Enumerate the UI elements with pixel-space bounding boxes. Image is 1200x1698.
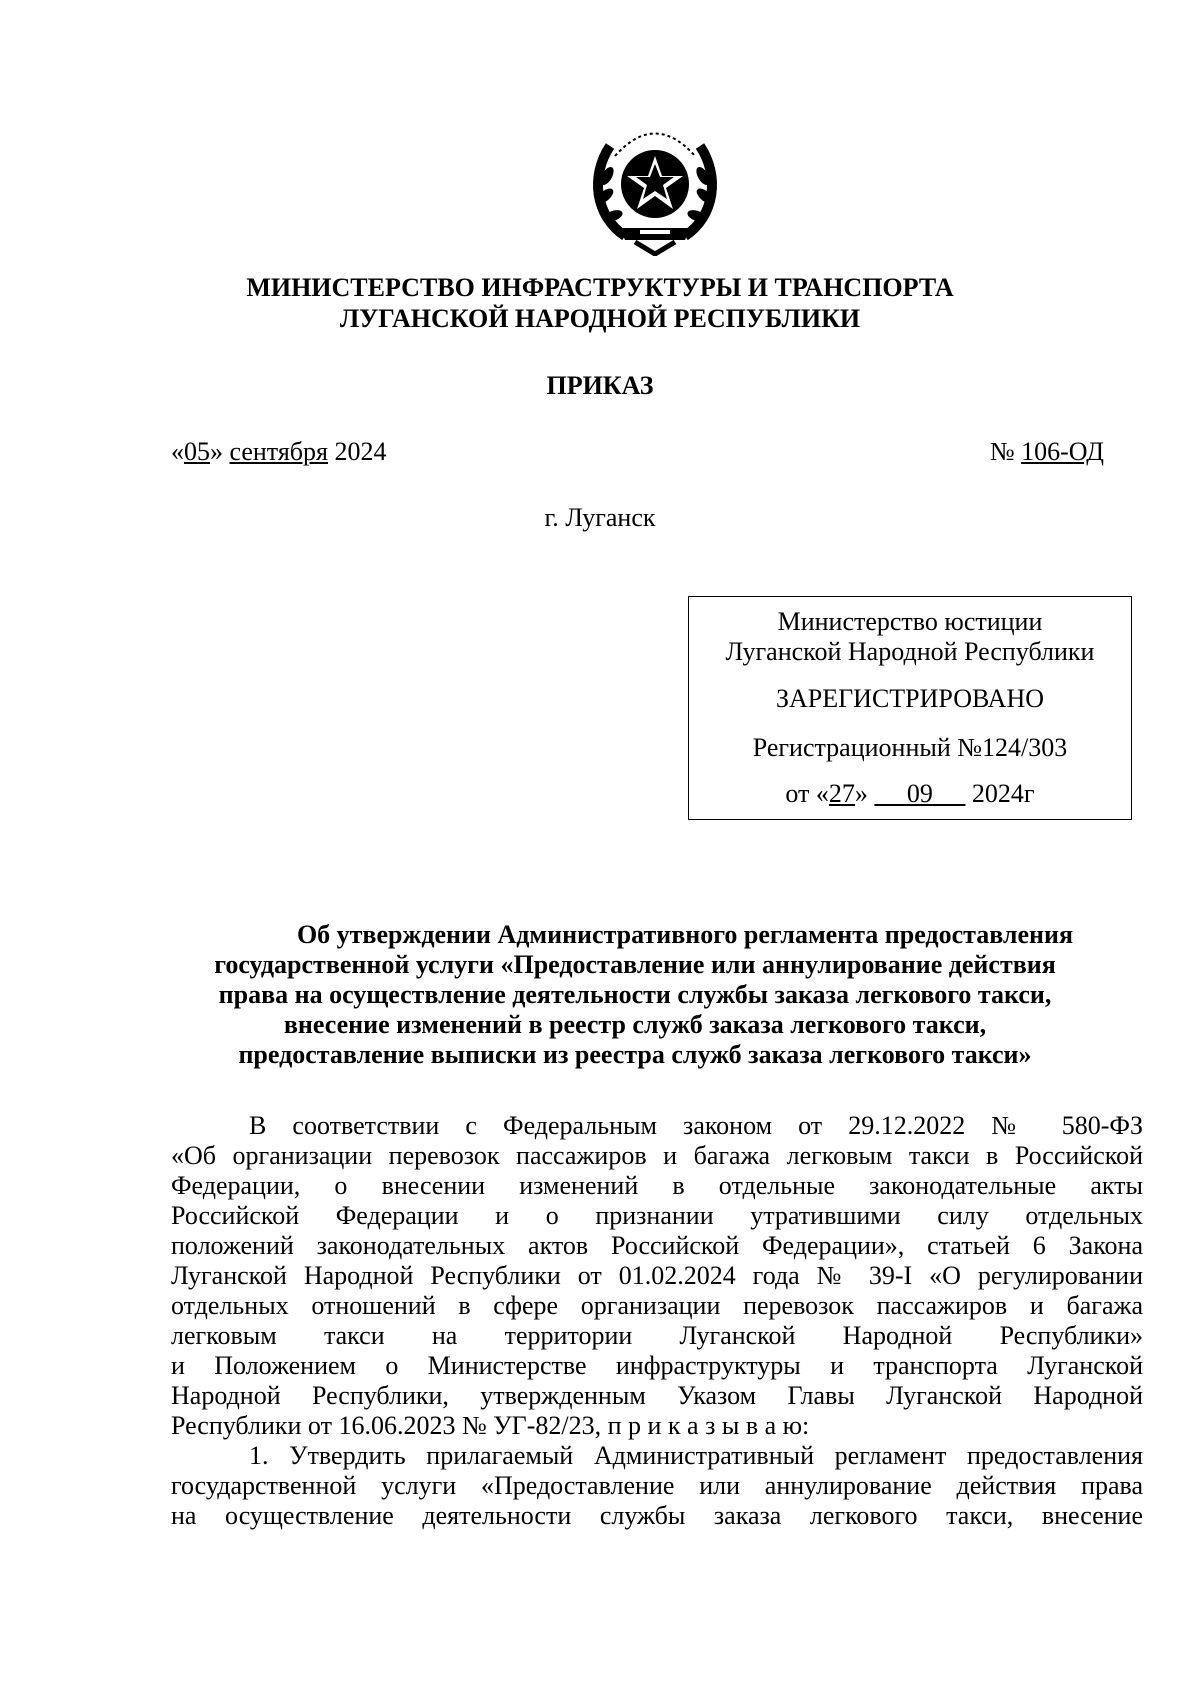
order-date: «05» сентября 2024 — [171, 437, 387, 466]
registration-date-day: 27 — [828, 779, 855, 808]
body-line: Народной Республики, утвержденным Указом Главы Луганской Народной — [171, 1381, 1143, 1410]
coat-of-arms-emblem-icon — [585, 116, 725, 256]
registration-status: ЗАРЕГИСТРИРОВАНО — [776, 684, 1044, 713]
order-number-value: 106-ОД — [1021, 437, 1104, 466]
body-line: на осуществление деятельности службы заказа легкового такси, внесение — [171, 1501, 1143, 1530]
body-line: Федерации, о внесении изменений в отдельные законодательные акты — [171, 1171, 1143, 1200]
title-line: права на осуществление деятельности службы заказа легкового такси, — [218, 980, 1052, 1009]
body-line: государственной услуги «Предоставление или аннулирование действия права — [171, 1471, 1143, 1500]
body-line: Луганской Народной Республики от 01.02.2024 года № 39-I «О регулировании — [171, 1261, 1143, 1290]
document-title — [150, 920, 1120, 1070]
registration-stamp — [688, 596, 1132, 820]
registration-line2: Луганской Народной Республики — [725, 637, 1095, 666]
registration-date: от «27» 09 2024г — [785, 779, 1035, 808]
order-date-year: 2024 — [334, 437, 387, 466]
body-line: отдельных отношений в сфере организации перевозок пассажиров и багажа — [171, 1291, 1143, 1320]
title-line: Об утверждении Административного регламента предоставления — [296, 920, 1074, 949]
order-number: № 106-ОД — [989, 437, 1104, 466]
city: г. Луганск — [544, 503, 656, 532]
title-line: внесение изменений в реестр служб заказа легкового такси, — [283, 1010, 987, 1039]
document-type: ПРИКАЗ — [546, 371, 654, 400]
body-line: Российской Федерации и о признании утратившими силу отдельных — [171, 1201, 1143, 1230]
ministry-name-line2: ЛУГАНСКОЙ НАРОДНОЙ РЕСПУБЛИКИ — [339, 304, 861, 333]
body-line: Республики от 16.06.2023 № УГ-82/23, п р и к а з ы в а ю: — [171, 1411, 810, 1440]
body-line: и Положением о Министерстве инфраструктуры и транспорта Луганской — [171, 1351, 1143, 1380]
title-line: предоставление выписки из реестра служб заказа легкового такси» — [238, 1040, 1032, 1069]
order-date-day: 05 — [184, 437, 210, 466]
body-line: положений законодательных актов Российской Федерации», статьей 6 Закона — [171, 1231, 1143, 1260]
order-date-month: сентября — [229, 437, 328, 466]
registration-date-month: 09 — [906, 779, 933, 808]
registration-date-year: 2024г — [971, 779, 1035, 808]
body-line: легковым такси на территории Луганской Народной Республики» — [171, 1321, 1143, 1350]
body-line: В соответствии с Федеральным законом от 29.12.2022 № 580-ФЗ — [249, 1111, 1143, 1140]
body-text — [171, 1111, 1143, 1531]
title-line: государственной услуги «Предоставление или аннулирование действия — [214, 950, 1056, 979]
body-line: 1. Утвердить прилагаемый Административный регламент предоставления — [249, 1441, 1143, 1470]
registration-line1: Министерство юстиции — [777, 607, 1043, 636]
ministry-name-line1: МИНИСТЕРСТВО ИНФРАСТРУКТУРЫ И ТРАНСПОРТА — [246, 273, 954, 302]
body-line: «Об организации перевозок пассажиров и багажа легковым такси в Российской — [171, 1141, 1143, 1170]
registration-number: Регистрационный №124/303 — [752, 733, 1068, 762]
